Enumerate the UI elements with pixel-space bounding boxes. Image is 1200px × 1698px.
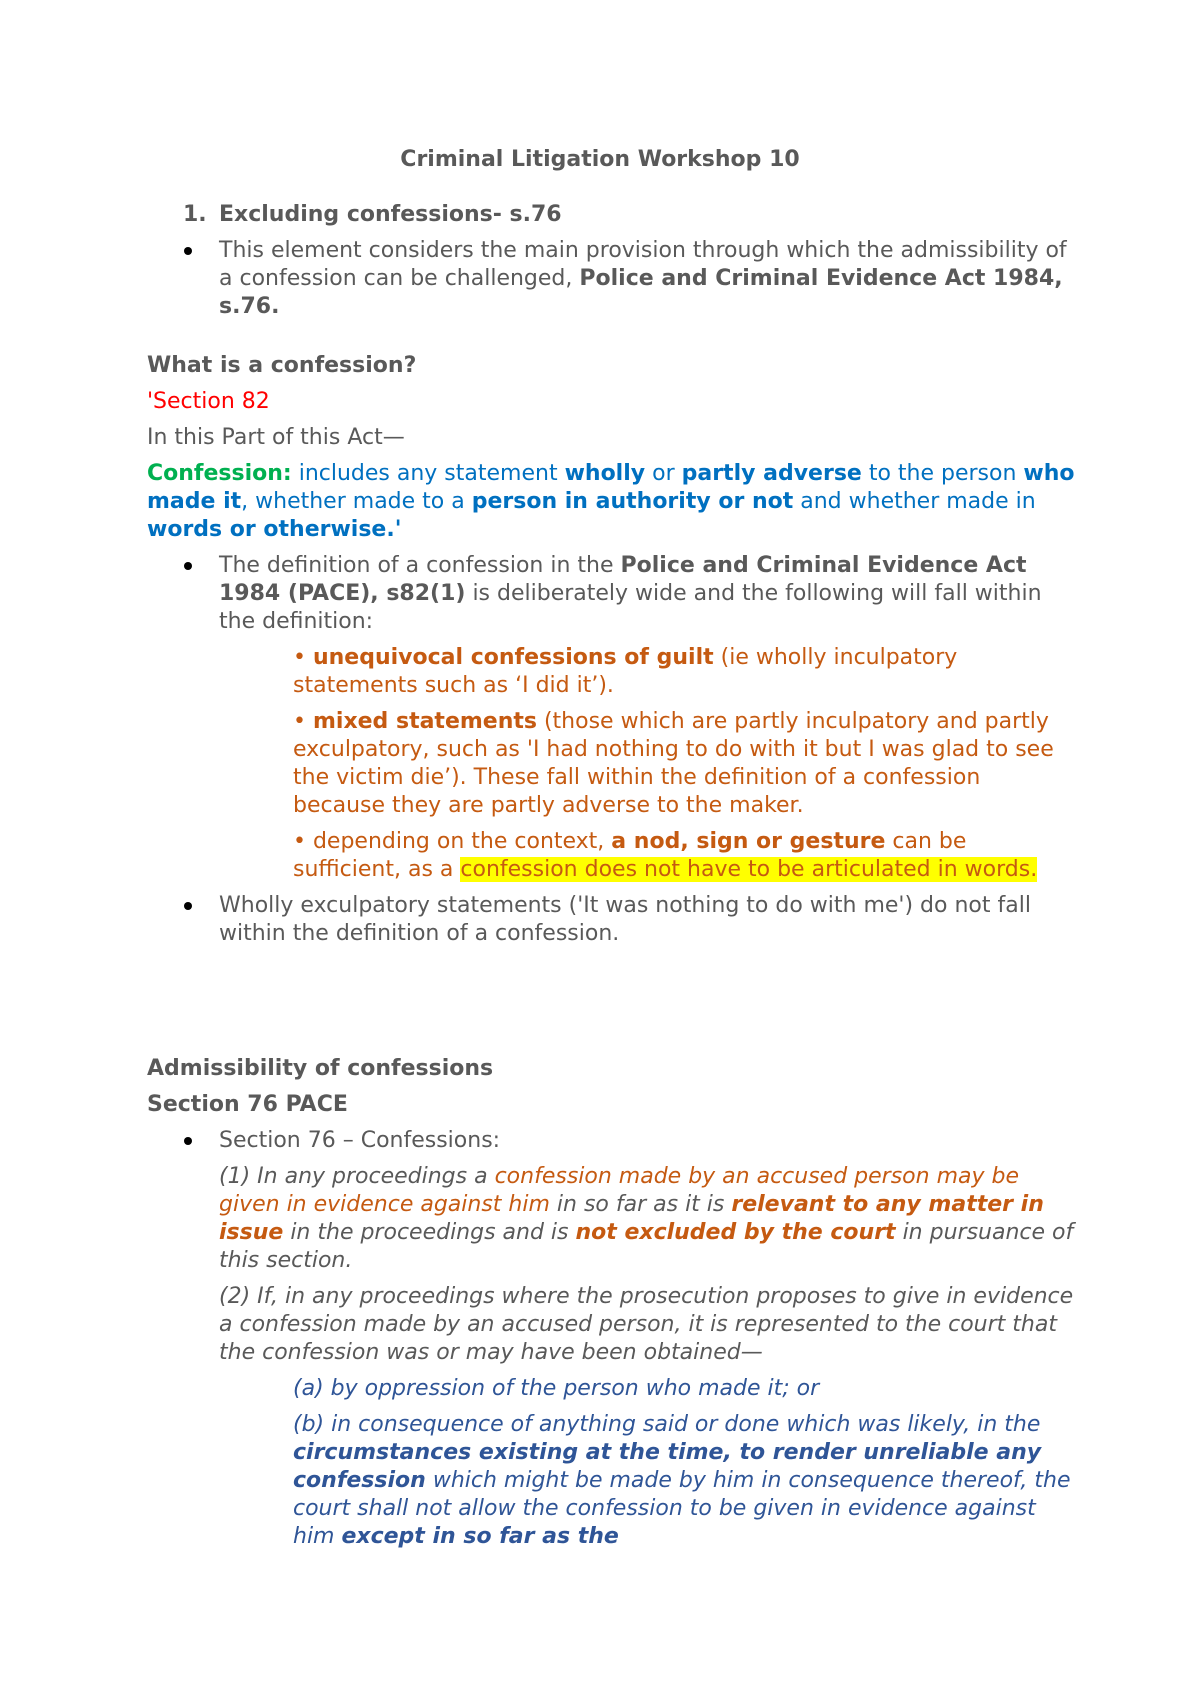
page-title: Criminal Litigation Workshop 10	[400, 147, 800, 172]
bullet-icon	[184, 902, 192, 910]
bullet-icon	[184, 247, 192, 255]
statute-para-a: (a) by oppression of the person who made it; or	[293, 1376, 820, 1401]
sub-list-item: • depending on the context, a nod, sign or gesture can be sufficient, as a confession does not have to be articulated in words.	[293, 829, 1038, 882]
statute-para-b: (b) in consequence of anything said or done which was likely, in the circumstances existing at the time, to render unreliable any confession which might be made by him in consequence thereof, the court shall not allow the confession to be given in evidence against him except in so far as the	[293, 1412, 1071, 1549]
statute-subsection-2: (2) If, in any proceedings where the prosecution proposes to give in evidence a confession made by an accused person, it is represented to the court that the confession was or may have been obtained—	[219, 1284, 1074, 1365]
section-subheading: Section 76 PACE	[147, 1092, 348, 1117]
numbered-heading	[147, 201, 1077, 229]
list-item: Section 76 – Confessions:	[147, 1127, 1077, 1155]
statute-subsection-1: (1) In any proceedings a confession made by an accused person may be given in evidence against him in so far as it is relevant to any matter in issue in the proceedings and is not excluded by the court in pursuance of this section.	[219, 1164, 1074, 1273]
list-item: Wholly exculpatory statements ('It was nothing to do with me') do not fall within the definition of a confession.	[147, 892, 1077, 948]
statute-intro: In this Part of this Act—	[147, 425, 405, 450]
heading-text: Excluding confessions- s.76	[219, 202, 562, 227]
highlighted-text: confession does not have to be articulated in words.	[460, 857, 1038, 882]
sub-list-item: • unequivocal confessions of guilt (ie wholly inculpatory statements such as ‘I did it’).	[293, 645, 958, 698]
confession-definition: Confession: includes any statement wholly or partly adverse to the person who made it, whether made to a person in authority or not and whether made in words or otherwise.'	[147, 461, 1075, 542]
sub-list-item: • mixed statements (those which are partly inculpatory and partly exculpatory, such as 'I had nothing to do with it but I was glad to see the victim die’). These fall within the definition of a confession because they are partly adverse to the maker.	[293, 709, 1054, 818]
bullet-icon	[184, 1137, 192, 1145]
section-heading: What is a confession?	[147, 353, 417, 378]
heading-number: 1.	[183, 202, 207, 227]
section-heading: Admissibility of confessions	[147, 1056, 494, 1081]
list-item: This element considers the main provision through which the admissibility of a confession can be challenged, Police and Criminal Evidence Act 1984, s.76.	[147, 237, 1077, 321]
bullet-icon	[184, 562, 192, 570]
section-admissibility	[147, 1055, 1077, 1559]
list-item: The definition of a confession in the Police and Criminal Evidence Act 1984 (PACE), s82(1) is deliberately wide and the following will fall within the definition:	[147, 552, 1077, 636]
section-excluding-confessions	[147, 201, 1077, 329]
section-what-is-confession	[147, 352, 1077, 956]
section-reference: 'Section 82	[147, 389, 270, 414]
